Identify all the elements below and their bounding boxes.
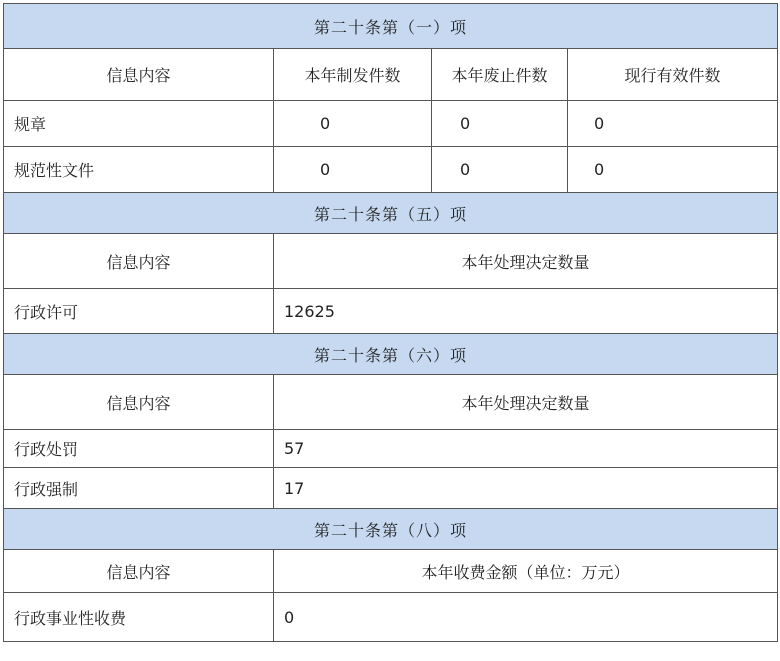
table-row [4, 430, 778, 468]
cell-value: 57 [274, 430, 778, 468]
cell-value: 0 [568, 147, 778, 193]
section-header-row [4, 334, 778, 375]
row-label: 行政处罚 [4, 430, 274, 468]
table-row [4, 101, 778, 147]
column-header-row [4, 234, 778, 289]
table-row [4, 593, 778, 642]
section-title: 第二十条第（五）项 [4, 193, 778, 234]
column-header: 现行有效件数 [568, 49, 778, 101]
cell-value: 0 [432, 147, 568, 193]
section-title: 第二十条第（一）项 [4, 4, 778, 49]
row-label: 行政强制 [4, 468, 274, 509]
cell-value: 0 [274, 593, 778, 642]
disclosure-table [3, 3, 778, 642]
section-header-row [4, 4, 778, 49]
cell-value: 0 [274, 147, 432, 193]
column-header-row [4, 550, 778, 593]
row-label: 规章 [4, 101, 274, 147]
column-header-row [4, 375, 778, 430]
table-row [4, 147, 778, 193]
column-header: 本年处理决定数量 [274, 234, 778, 289]
column-header: 信息内容 [4, 375, 274, 430]
column-header-row [4, 49, 778, 101]
column-header: 本年收费金额（单位：万元） [274, 550, 778, 593]
cell-value: 0 [432, 101, 568, 147]
column-header: 信息内容 [4, 49, 274, 101]
cell-value: 17 [274, 468, 778, 509]
cell-value: 0 [274, 101, 432, 147]
cell-value: 0 [568, 101, 778, 147]
column-header: 本年废止件数 [432, 49, 568, 101]
column-header: 本年处理决定数量 [274, 375, 778, 430]
row-label: 行政事业性收费 [4, 593, 274, 642]
cell-value: 12625 [274, 289, 778, 334]
section-header-row [4, 193, 778, 234]
section-title: 第二十条第（八）项 [4, 509, 778, 550]
column-header: 信息内容 [4, 234, 274, 289]
row-label: 规范性文件 [4, 147, 274, 193]
section-header-row [4, 509, 778, 550]
row-label: 行政许可 [4, 289, 274, 334]
column-header: 信息内容 [4, 550, 274, 593]
column-header: 本年制发件数 [274, 49, 432, 101]
table-row [4, 468, 778, 509]
table-row [4, 289, 778, 334]
section-title: 第二十条第（六）项 [4, 334, 778, 375]
